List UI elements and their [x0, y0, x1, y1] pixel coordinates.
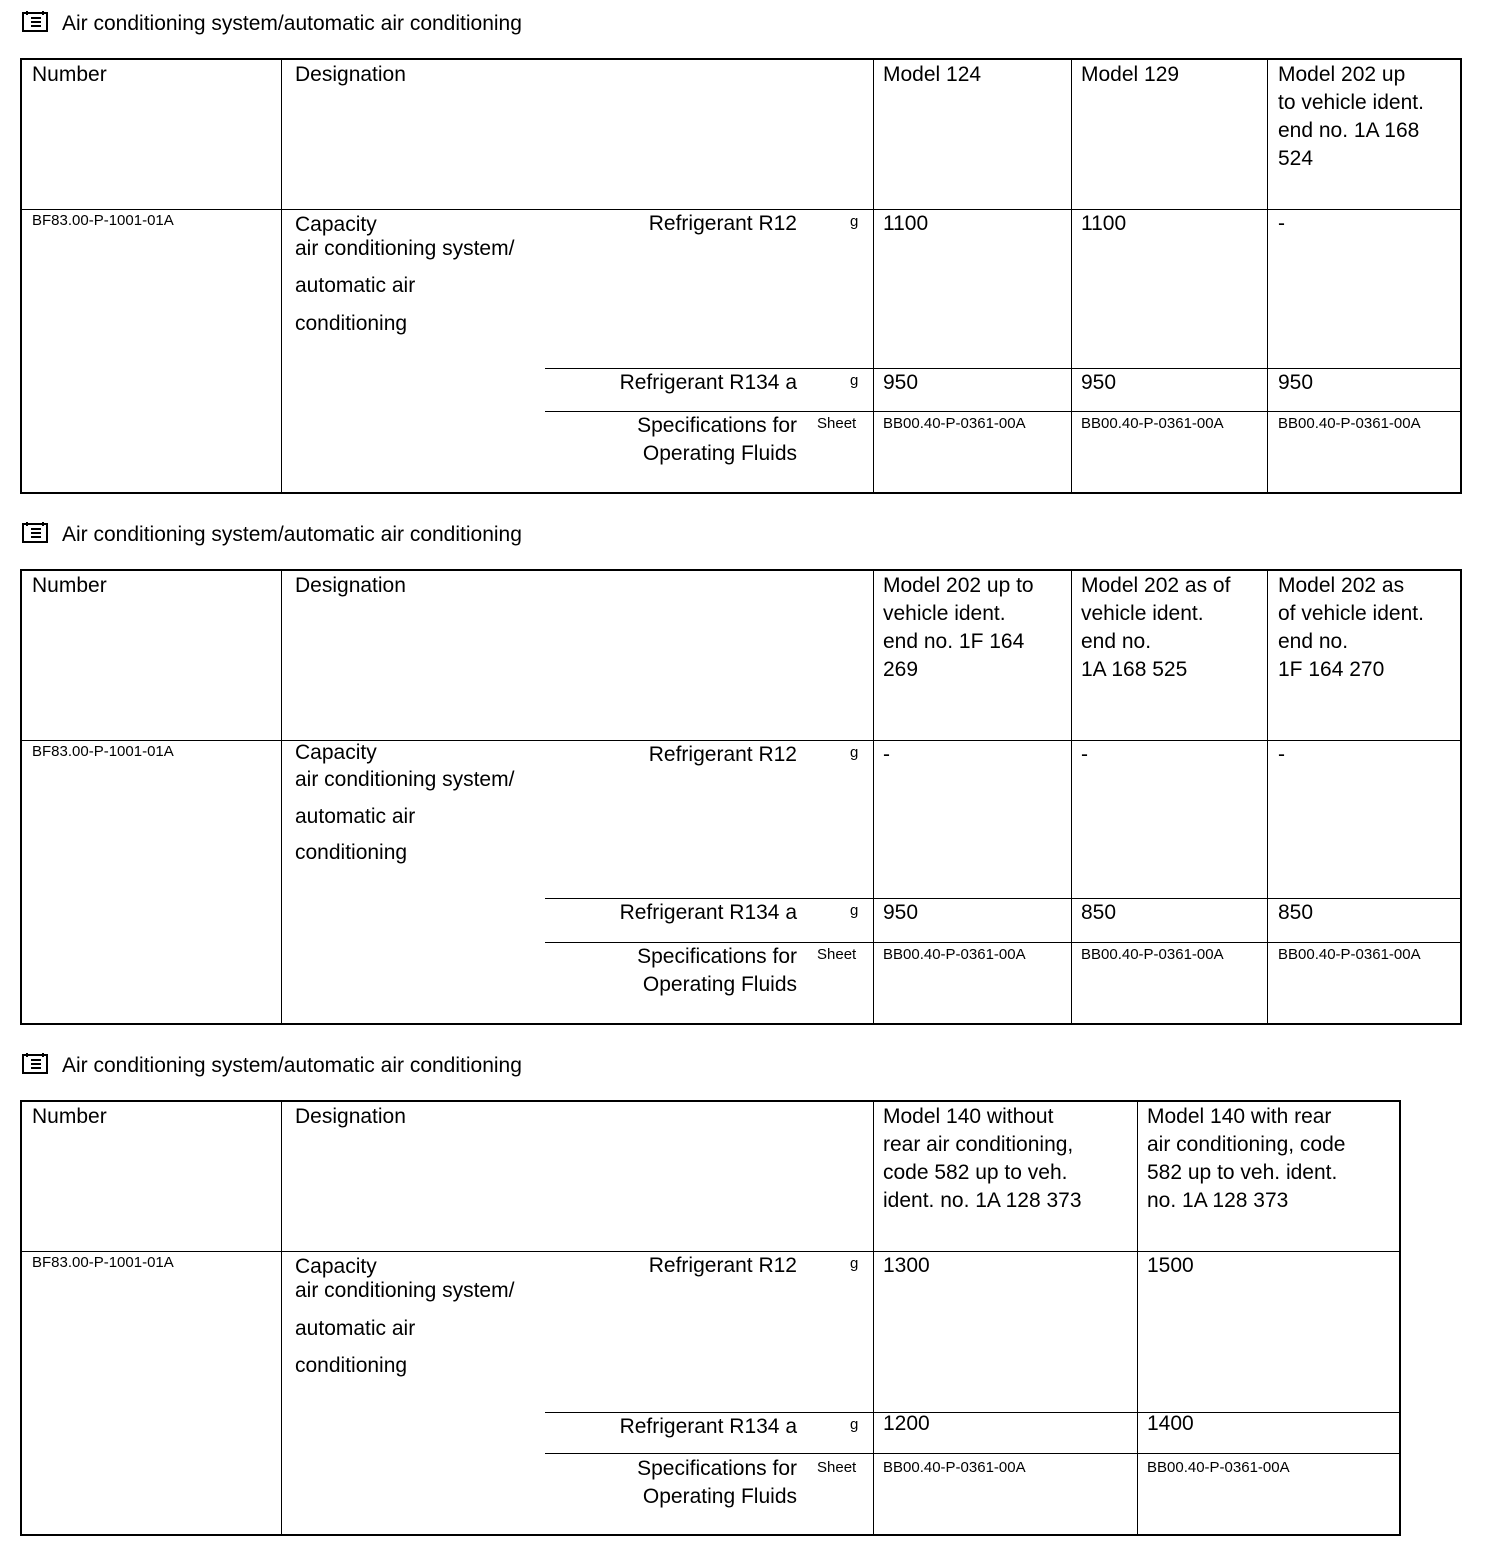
value-cell: 950 [1081, 371, 1117, 394]
value-cell: 1200 [883, 1412, 930, 1435]
spec-table-1 [20, 58, 1462, 494]
item-label: Refrigerant R134 a [619, 1415, 797, 1438]
value-cell: 1400 [1147, 1412, 1194, 1435]
header-number: Number [32, 63, 107, 86]
book-icon [22, 521, 48, 543]
item-label: Refrigerant R12 [648, 743, 797, 766]
section-title: Air conditioning system/automatic air conditioning [62, 12, 522, 35]
designation-capacity: Capacity [295, 741, 377, 764]
item-unit: Sheet [817, 1459, 857, 1476]
item-unit: g [850, 1416, 859, 1433]
item-unit: g [850, 1255, 859, 1272]
item-label: Specifications for Operating Fluids [637, 945, 797, 996]
designation-capacity: Capacity [295, 1255, 377, 1278]
item-unit: Sheet [817, 946, 857, 963]
value-cell: 950 [1278, 371, 1314, 394]
designation-capacity: Capacity [295, 213, 377, 236]
value-cell: BB00.40-P-0361-00A [883, 946, 1026, 963]
header-model: Model 202 as of vehicle ident. end no. 1F 164 270 [1278, 574, 1424, 681]
header-model: Model 124 [883, 63, 982, 86]
item-label: Refrigerant R134 a [619, 371, 797, 394]
value-cell: BB00.40-P-0361-00A [883, 1459, 1026, 1476]
item-label: Refrigerant R12 [648, 1254, 797, 1277]
value-cell: 850 [1081, 901, 1117, 924]
row-number: BF83.00-P-1001-01A [32, 743, 174, 760]
value-cell: BB00.40-P-0361-00A [1278, 415, 1421, 432]
section-title: Air conditioning system/automatic air conditioning [62, 1054, 522, 1077]
designation-description: automatic air [295, 805, 416, 828]
value-cell: - [1278, 743, 1285, 766]
designation-description: air conditioning system/ [295, 237, 515, 260]
item-label: Refrigerant R134 a [619, 901, 797, 924]
item-unit: g [850, 744, 859, 761]
designation-description: conditioning [295, 841, 408, 864]
item-label: Specifications for Operating Fluids [637, 1457, 797, 1508]
row-number: BF83.00-P-1001-01A [32, 1254, 174, 1271]
value-cell: - [1081, 743, 1088, 766]
item-label: Refrigerant R12 [648, 212, 797, 235]
header-designation: Designation [295, 63, 406, 86]
designation-description: air conditioning system/ [295, 768, 515, 791]
item-unit: Sheet [817, 415, 857, 432]
header-model: Model 202 up to vehicle ident. end no. 1A 168 524 [1278, 63, 1424, 170]
value-cell: 1100 [883, 212, 929, 235]
value-cell: BB00.40-P-0361-00A [1081, 415, 1224, 432]
designation-description: automatic air [295, 1317, 416, 1340]
header-model: Model 140 with rear air conditioning, code 582 up to veh. ident. no. 1A 128 373 [1147, 1105, 1346, 1212]
header-model: Model 202 as of vehicle ident. end no. 1A 168 525 [1081, 574, 1231, 681]
designation-description: conditioning [295, 1354, 408, 1377]
value-cell: 1300 [883, 1254, 930, 1277]
designation-description: automatic air [295, 274, 416, 297]
header-model: Model 202 up to vehicle ident. end no. 1F 164 269 [883, 574, 1034, 681]
spec-table-3 [20, 1100, 1401, 1536]
spec-table-2 [20, 569, 1462, 1025]
designation-description: air conditioning system/ [295, 1279, 515, 1302]
section-title: Air conditioning system/automatic air conditioning [62, 523, 522, 546]
book-icon [22, 10, 48, 32]
header-designation: Designation [295, 574, 406, 597]
header-designation: Designation [295, 1105, 406, 1128]
value-cell: 1500 [1147, 1254, 1194, 1277]
value-cell: BB00.40-P-0361-00A [1147, 1459, 1290, 1476]
book-icon [22, 1052, 48, 1074]
value-cell: 950 [883, 901, 919, 924]
header-number: Number [32, 1105, 107, 1128]
item-label: Specifications for Operating Fluids [637, 414, 797, 465]
value-cell: 850 [1278, 901, 1314, 924]
value-cell: BB00.40-P-0361-00A [883, 415, 1026, 432]
header-model: Model 129 [1081, 63, 1180, 86]
item-unit: g [850, 372, 859, 389]
value-cell: BB00.40-P-0361-00A [1081, 946, 1224, 963]
header-number: Number [32, 574, 107, 597]
row-number: BF83.00-P-1001-01A [32, 212, 174, 229]
value-cell: 1100 [1081, 212, 1127, 235]
item-unit: g [850, 213, 859, 230]
item-unit: g [850, 902, 859, 919]
value-cell: - [1278, 212, 1285, 235]
value-cell: BB00.40-P-0361-00A [1278, 946, 1421, 963]
value-cell: - [883, 743, 890, 766]
header-model: Model 140 without rear air conditioning, code 582 up to veh. ident. no. 1A 128 373 [883, 1105, 1082, 1212]
value-cell: 950 [883, 371, 919, 394]
designation-description: conditioning [295, 312, 408, 335]
